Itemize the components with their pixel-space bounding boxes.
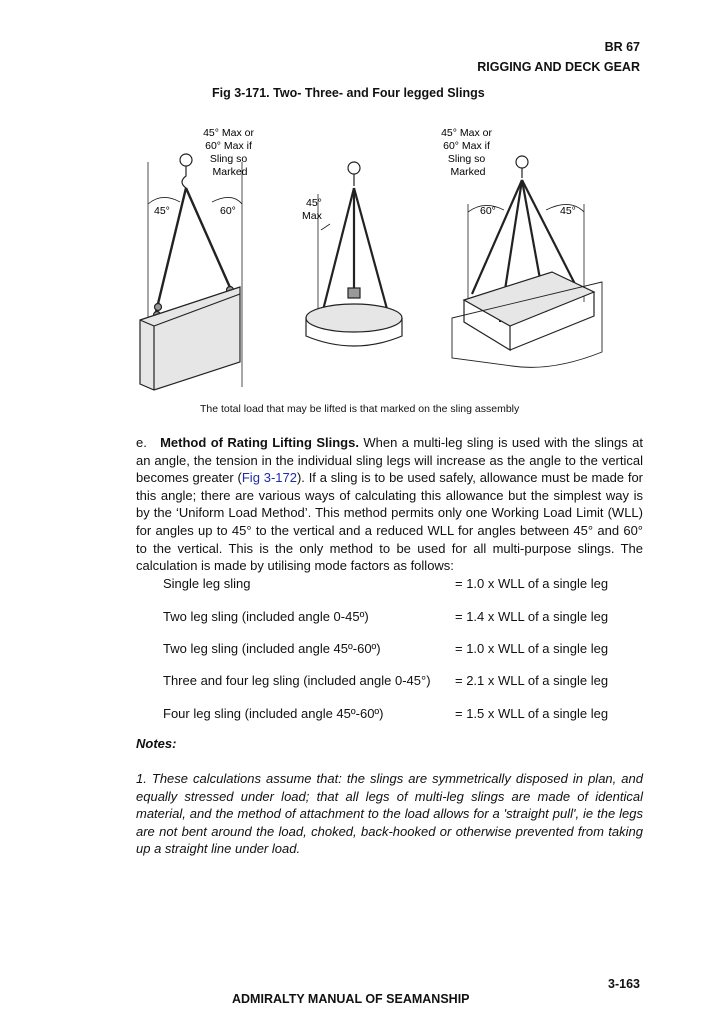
factor-sling: Two leg sling (included angle 45º-60º)	[163, 641, 381, 656]
factor-value: = 2.1 x WLL of a single leg	[455, 673, 609, 688]
factor-sling: Three and four leg sling (included angle 0-45°)	[163, 673, 431, 688]
two-leg-left-angle: 45°	[154, 205, 170, 217]
four-leg-right-angle: 45°	[560, 205, 576, 217]
left-max-angle-note	[203, 127, 257, 178]
paragraph-text-b: ). If a sling is to be used safely, allowance must be made for this angle; there are various ways of calculating this allowance but the simplest way is by the ‘Uniform Load Method’. This method permits only one Working Load Limit (WLL) for angles up to 45° to the vertical and a reduced WLL for angles between 45° and 60° to the vertical. This is the only method to be used for all multi-purpose slings. The calculation is made by utilising mode factors as follows:	[136, 470, 643, 574]
figure-caption: The total load that may be lifted is that marked on the sling assembly	[200, 403, 520, 415]
four-leg-sling-drawing	[452, 156, 602, 367]
factor-sling: Four leg sling (included angle 45º-60º)	[163, 706, 384, 721]
two-leg-right-angle: 60°	[220, 205, 236, 217]
header-chapter-title: RIGGING AND DECK GEAR	[477, 60, 640, 74]
four-leg-left-angle: 60°	[480, 205, 496, 217]
figure-title: Fig 3-171. Two- Three- and Four legged Slings	[212, 86, 485, 100]
three-leg-sling-drawing	[306, 162, 402, 346]
right-note-line: Sling so	[447, 153, 486, 165]
factor-sling: Two leg sling (included angle 0-45º)	[163, 609, 369, 624]
factor-value: = 1.5 x WLL of a single leg	[455, 706, 609, 721]
method-paragraph	[136, 434, 643, 575]
factor-value: = 1.4 x WLL of a single leg	[455, 609, 609, 624]
left-note-line: Sling so	[209, 153, 248, 165]
right-max-angle-note	[441, 127, 495, 178]
right-note-line: Marked	[450, 166, 486, 178]
three-leg-angle-label: 45° Max	[302, 197, 322, 222]
factor-row	[163, 641, 633, 659]
left-note-line: 60° Max if	[205, 140, 252, 152]
two-leg-sling-drawing	[140, 154, 242, 390]
factor-row	[163, 706, 633, 724]
note-1: 1. These calculations assume that: the slings are symmetrically disposed in plan, and equally stressed under load; that all legs of multi-leg slings are made of identical material, and the method of attachment to the load allows for a 'straight pull', ie the legs are not bent around the load, choked, back-hooked or otherwise prevented from taking up a straight line under load.	[136, 771, 643, 857]
right-note-line: 60° Max if	[443, 140, 490, 152]
factor-sling: Single leg sling	[163, 576, 251, 591]
paragraph-text-a: When a multi-leg sling is used with the slings at an angle, the tension in the individual sling legs will increase as the angle to the vertical becomes greater (	[136, 435, 643, 486]
section-heading: Method of Rating Lifting Slings.	[160, 435, 359, 450]
factor-row	[163, 609, 633, 627]
section-prefix: e.	[136, 435, 147, 450]
sling-illustration	[132, 122, 652, 422]
factor-value: = 1.0 x WLL of a single leg	[455, 576, 609, 591]
footer-title: ADMIRALTY MANUAL OF SEAMANSHIP	[232, 992, 470, 1006]
notes-heading: Notes:	[136, 736, 177, 751]
header-br-number: BR 67	[604, 40, 640, 54]
factor-row	[163, 673, 633, 691]
fig-3-172-link[interactable]: Fig 3-172	[241, 470, 297, 486]
right-note-line: 45° Max or	[441, 127, 492, 139]
factor-row	[163, 576, 633, 594]
page-number: 3-163	[608, 977, 640, 991]
left-note-line: 45° Max or	[203, 127, 254, 139]
left-note-line: Marked	[212, 166, 248, 178]
factor-value: = 1.0 x WLL of a single leg	[455, 641, 609, 656]
